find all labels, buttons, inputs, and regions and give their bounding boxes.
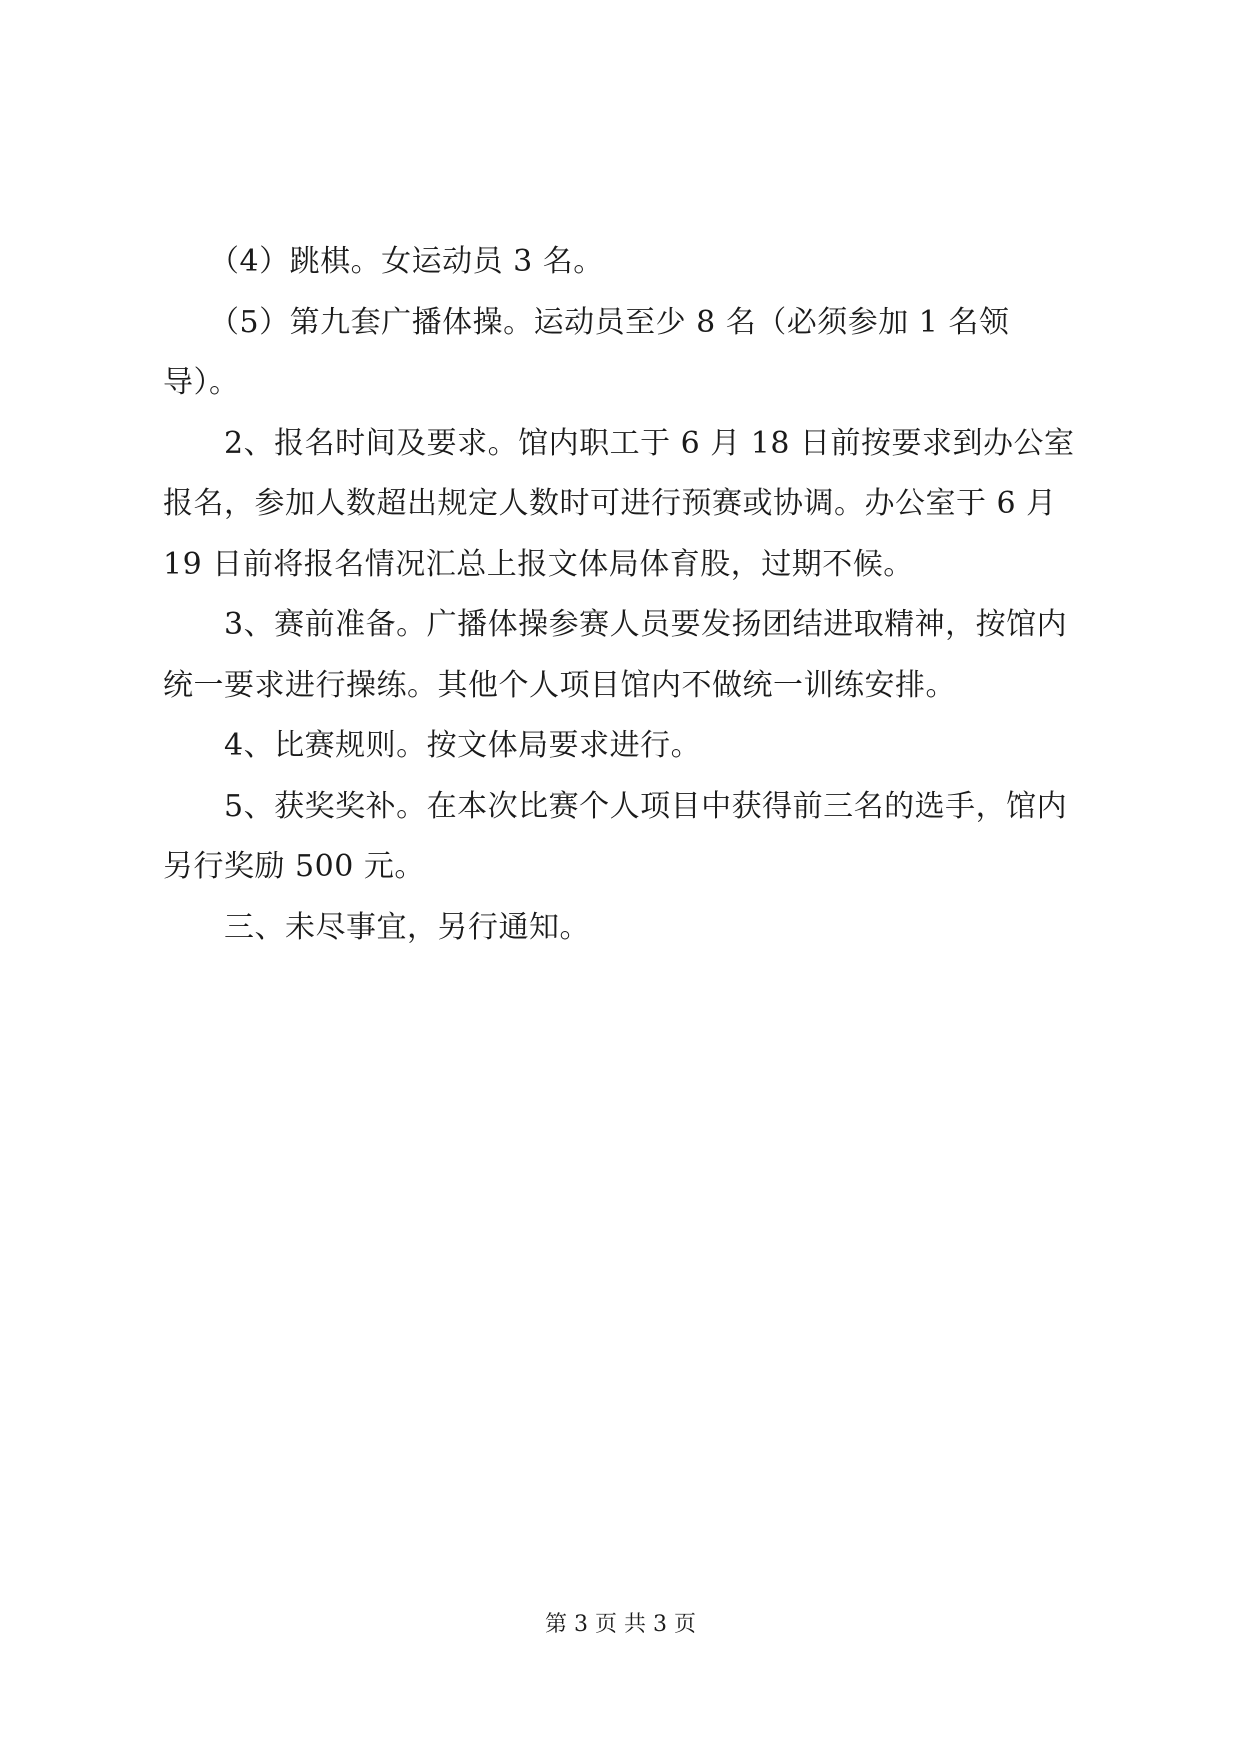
- paragraph-radio-exercise: （5）第九套广播体操。运动员至少 8 名（必须参加 1 名领导）。: [163, 304, 1010, 400]
- paragraph-checkers: （4）跳棋。女运动员 3 名。: [163, 244, 604, 279]
- page-number-footer: 第 3 页 共 3 页: [545, 1612, 696, 1637]
- paragraph-preparation: 3、赛前准备。广播体操参赛人员要发扬团结进取精神，按馆内统一要求进行操练。其他个人项目馆内不做统一训练安排。: [163, 607, 1068, 703]
- paragraph-rules: 4、比赛规则。按文体局要求进行。: [163, 728, 702, 763]
- paragraph-awards: 5、获奖奖补。在本次比赛个人项目中获得前三名的选手，馆内另行奖励 500 元。: [163, 788, 1068, 884]
- paragraph-other-matters: 三、未尽事宜，另行通知。: [163, 909, 590, 945]
- paragraph-registration: 2、报名时间及要求。馆内职工于 6 月 18 日前按要求到办公室报名，参加人数超出规定人数时可进行预赛或协调。办公室于 6 月 19 日前将报名情况汇总上报文体局体育股，过期不候。: [163, 425, 1075, 582]
- document-body: [163, 232, 1083, 958]
